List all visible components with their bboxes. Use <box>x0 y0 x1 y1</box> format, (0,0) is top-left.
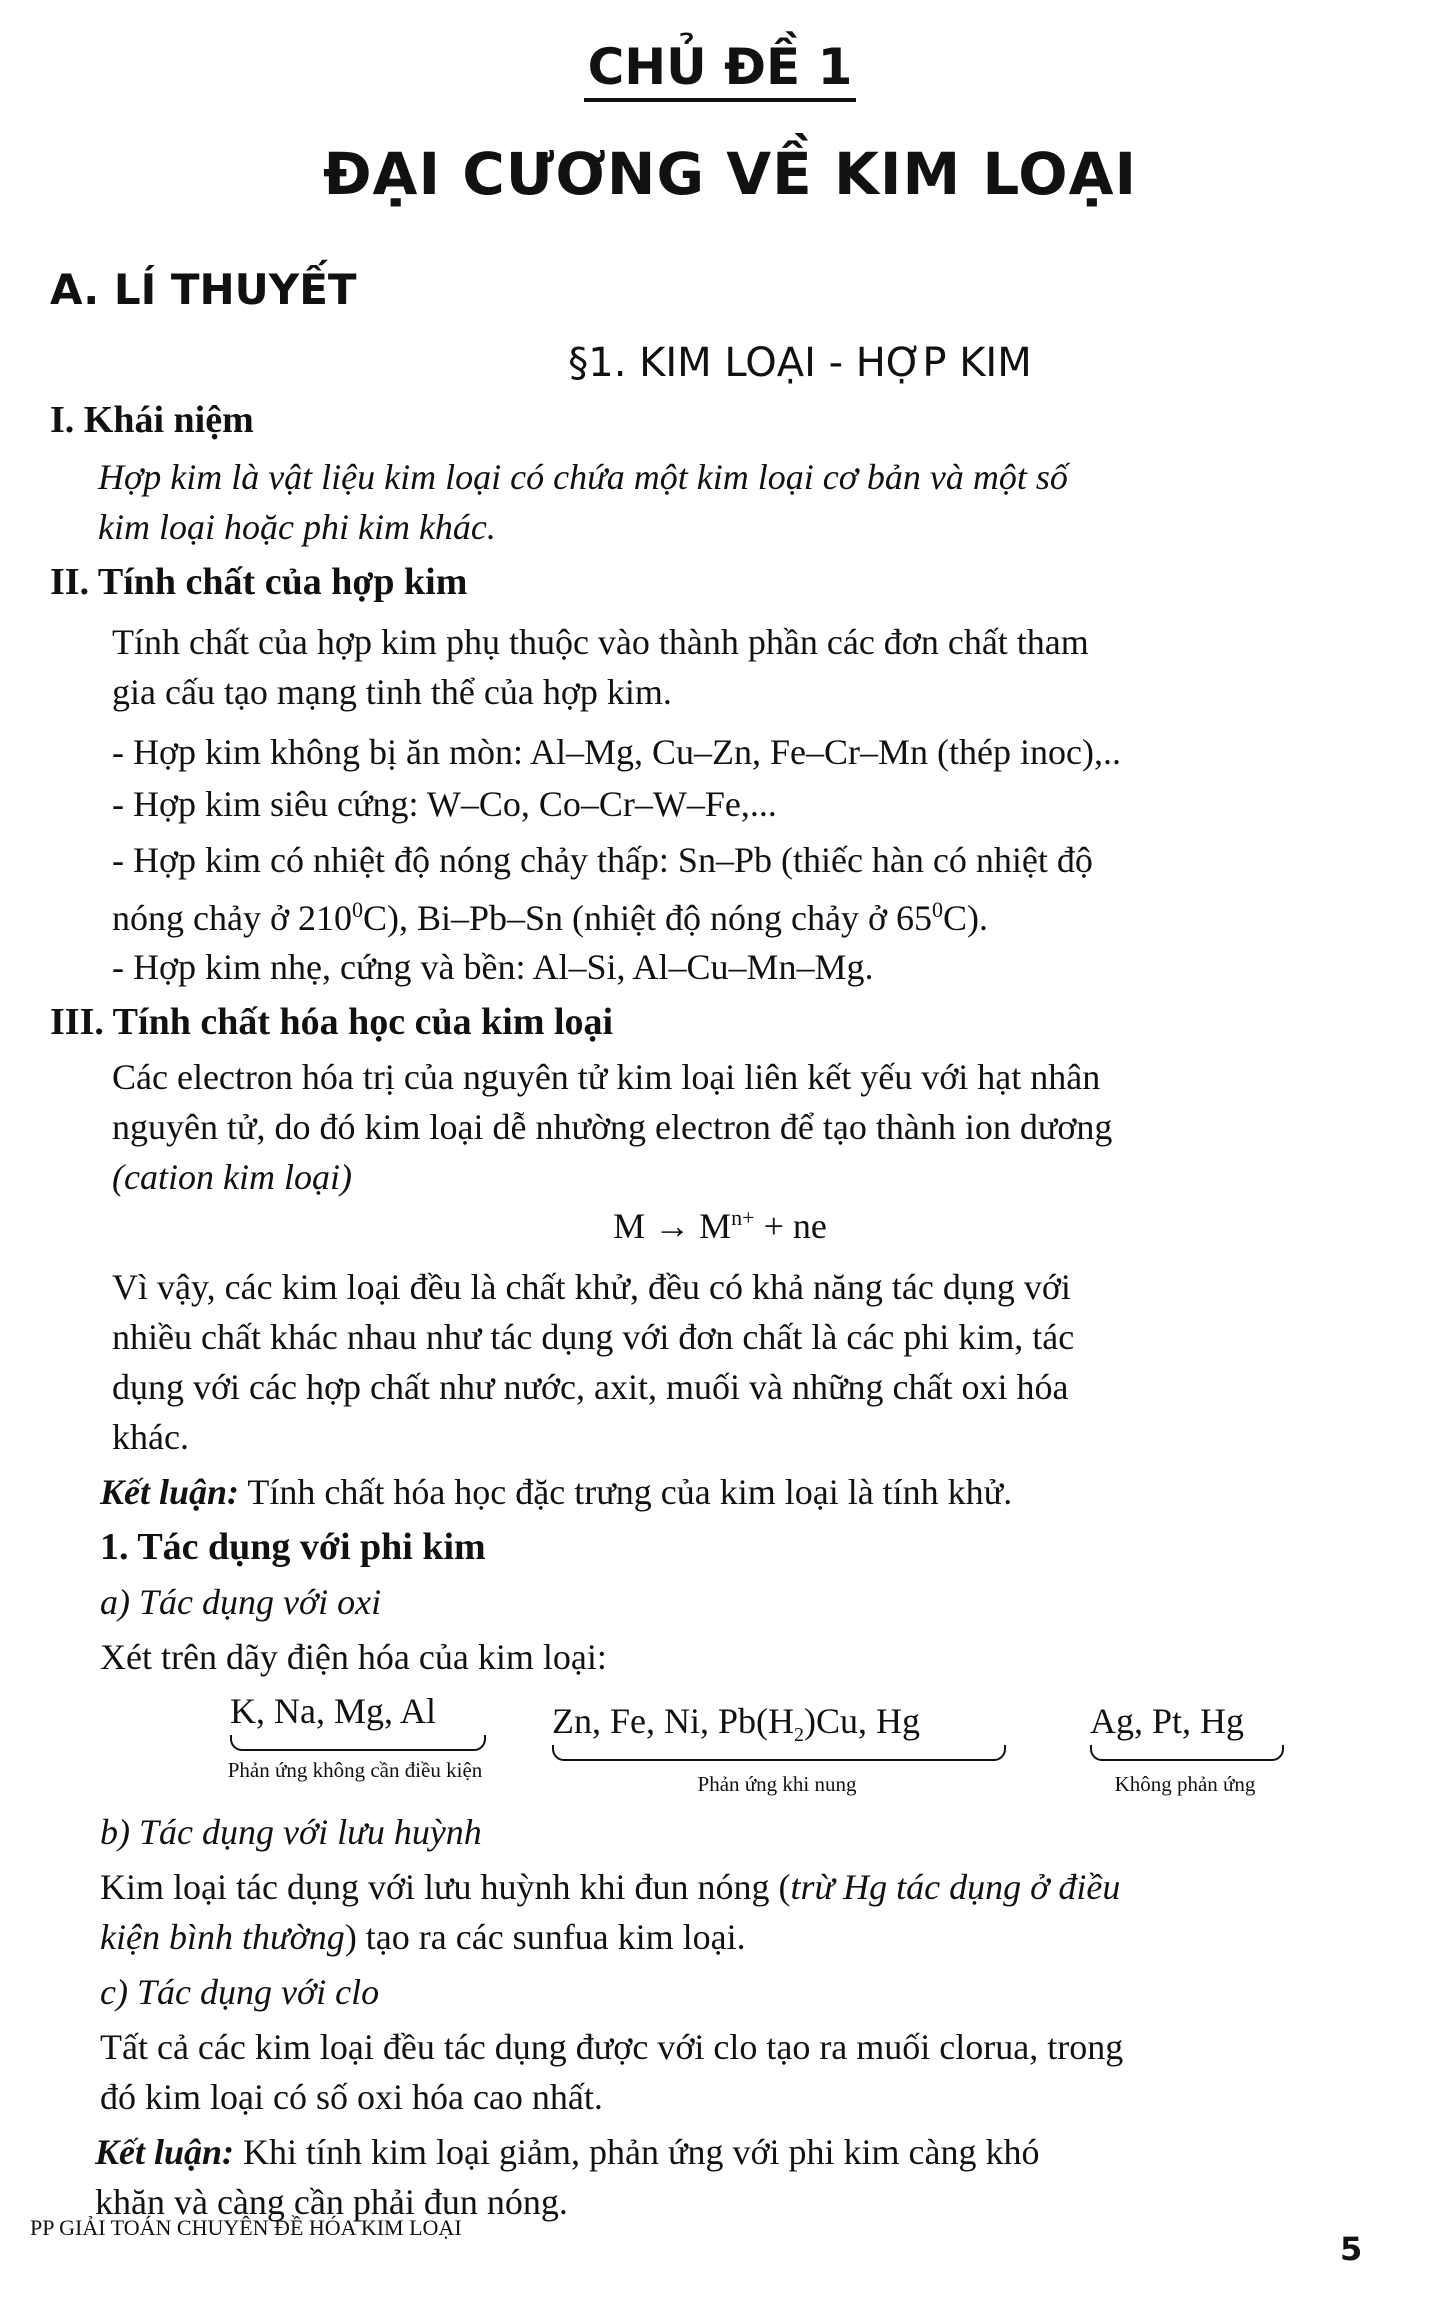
heading-react-nonmetal: 1. Tác dụng với phi kim <box>100 1526 486 1568</box>
paragraph-line: Các electron hóa trị của nguyên tử kim loại liên kết yếu với hạt nhân <box>112 1057 1101 1097</box>
paragraph-line: dụng với các hợp chất như nước, axit, muối và những chất oxi hóa <box>112 1367 1069 1407</box>
brace <box>1090 1745 1284 1761</box>
bullet-item: - Hợp kim có nhiệt độ nóng chảy thấp: Sn–Pb (thiếc hàn có nhiệt độ <box>112 840 1093 880</box>
series-label-2: Phản ứng khi nung <box>697 1772 857 1796</box>
page-title: ĐẠI CƯƠNG VỀ KIM LOẠI <box>322 140 1138 208</box>
brace <box>552 1745 1006 1761</box>
paragraph-line: Tính chất của hợp kim phụ thuộc vào thành phần các đơn chất tham <box>112 622 1089 662</box>
series-label-3: Không phản ứng <box>1114 1772 1256 1796</box>
paragraph-line: gia cấu tạo mạng tinh thể của hợp kim. <box>112 672 672 712</box>
paragraph-line: khác. <box>112 1417 189 1457</box>
bullet-item: - Hợp kim không bị ăn mòn: Al–Mg, Cu–Zn, Fe–Cr–Mn (thép inoc),.. <box>112 732 1121 772</box>
paragraph-line: kiện bình thường) tạo ra các sunfua kim loại. <box>100 1917 746 1957</box>
paragraph-line: Tất cả các kim loại đều tác dụng được với clo tạo ra muối clorua, trong <box>100 2027 1124 2067</box>
subheading-oxygen: a) Tác dụng với oxi <box>100 1582 382 1622</box>
paragraph-line: Hợp kim là vật liệu kim loại có chứa một kim loại cơ bản và một số <box>98 457 1068 497</box>
paragraph-line: Kim loại tác dụng với lưu huỳnh khi đun nóng (trừ Hg tác dụng ở điều <box>100 1867 1121 1907</box>
equation: $M \to M^{n+}$ + ne <box>613 1205 827 1246</box>
heading-alloy-properties: II. Tính chất của hợp kim <box>50 561 468 603</box>
conclusion: Kết luận: Khi tính kim loại giảm, phản ứng với phi kim càng khó <box>95 2132 1040 2172</box>
subheading-sulfur: b) Tác dụng với lưu huỳnh <box>100 1812 482 1852</box>
series-label-1: Phản ứng không cần điều kiện <box>227 1758 483 1782</box>
bullet-item: - Hợp kim nhẹ, cứng và bền: Al–Si, Al–Cu–Mn–Mg. <box>112 947 874 987</box>
chapter-heading: CHỦ ĐỀ 1 <box>0 38 1440 96</box>
conclusion: Kết luận: Tính chất hóa học đặc trưng của kim loại là tính khử. <box>100 1472 1013 1512</box>
page-number: 5 <box>1340 2230 1363 2268</box>
subheading-chlorine: c) Tác dụng với clo <box>100 1972 380 2012</box>
bullet-item: - Hợp kim siêu cứng: W–Co, Co–Cr–W–Fe,... <box>112 784 777 824</box>
paragraph-line: (cation kim loại) <box>112 1157 352 1197</box>
paragraph-line: kim loại hoặc phi kim khác. <box>98 507 496 547</box>
brace <box>230 1735 486 1751</box>
section-1-heading: §1. KIM LOẠI - HỢP KIM <box>568 340 1032 386</box>
heading-chemical-properties: III. Tính chất hóa học của kim loại <box>50 1001 614 1043</box>
paragraph-line: Xét trên dãy điện hóa của kim loại: <box>100 1637 607 1677</box>
paragraph-line: nhiều chất khác nhau như tác dụng với đơn chất là các phi kim, tác <box>112 1317 1075 1357</box>
page-footer: PP GIẢI TOÁN CHUYÊN ĐỀ HÓA KIM LOẠI <box>30 2215 462 2240</box>
heading-concept: I. Khái niệm <box>50 399 254 441</box>
paragraph-line: Vì vậy, các kim loại đều là chất khử, đều có khả năng tác dụng với <box>112 1267 1071 1307</box>
series-group-1: K, Na, Mg, Al <box>230 1691 436 1731</box>
paragraph-line: nguyên tử, do đó kim loại dễ nhường electron để tạo thành ion dương <box>112 1107 1113 1147</box>
series-group-3: Ag, Pt, Hg <box>1090 1701 1245 1741</box>
section-a-heading: A. LÍ THUYẾT <box>50 265 357 314</box>
series-group-2: Zn, Fe, Ni, $Pb(H_2)Cu$, Hg <box>552 1701 920 1747</box>
paragraph-line: khăn và càng cần phải đun nóng. <box>95 2182 568 2222</box>
bullet-item-continued: nóng chảy ở $210^0C$), Bi–Pb–Sn (nhiệt độ nóng chảy ở $65^0C$). <box>112 897 989 938</box>
paragraph-line: đó kim loại có số oxi hóa cao nhất. <box>100 2077 603 2117</box>
